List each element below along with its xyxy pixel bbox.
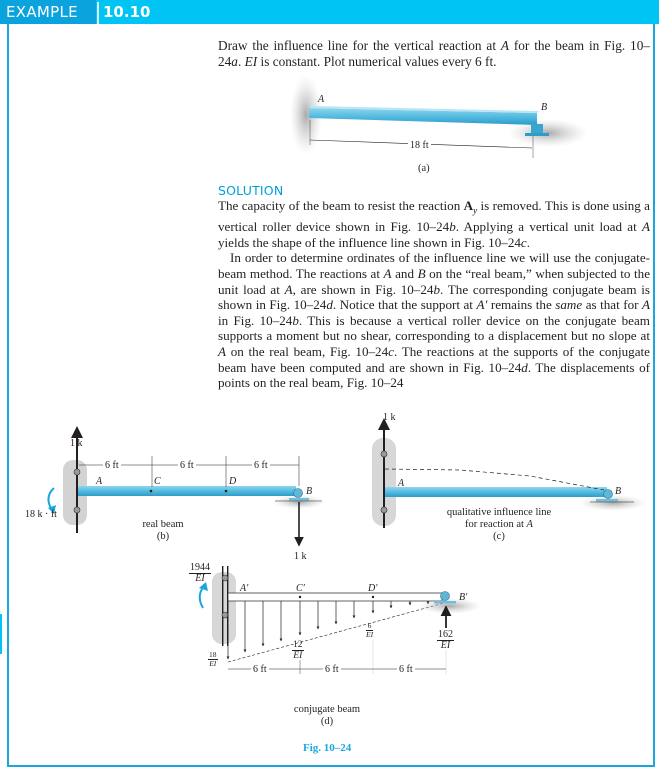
fig-c-label-A: A — [398, 478, 405, 489]
fig-d-dim-2: 6 ft — [325, 664, 339, 675]
fig-b-dim-3: 6 ft — [254, 460, 268, 471]
fig-a-dimension: 18 ft — [410, 140, 429, 151]
fig-c-caption: qualitative influence line for reaction at A (c) — [446, 507, 552, 542]
solution-heading: SOLUTION — [218, 183, 284, 198]
fig-d-dim-3: 6 ft — [399, 664, 413, 675]
fig-d-caption: conjugate beam (d) — [293, 704, 361, 727]
fig-c-label-B: B — [615, 486, 622, 497]
fig-d-load-c: $\frac{12}{EI}$ — [293, 640, 303, 661]
fig-d-reaction-value: $\frac{162}{EI}$ — [438, 629, 453, 651]
fig-b-dim-2: 6 ft — [180, 460, 194, 471]
fig-b-moment: 18 k · ft — [25, 509, 57, 520]
fig-b-caption: real beam (b) — [142, 519, 184, 542]
fig-c-load-top: 1 k — [383, 412, 396, 423]
solution-paragraph-1: The capacity of the beam to resist the reaction $A_y$ is removed. This is done using a vertical roller device shown in Fig. 10–24b. Applying a vertical unit load at A yields the shape of the influence line shown in Fig. 10–24c. — [218, 198, 650, 250]
fig-b-label-A: A — [96, 476, 103, 487]
fig-d-label-A-prime: A′ — [240, 583, 249, 594]
fig-b-label-C: C — [154, 476, 161, 487]
fig-d-label-D-prime: D′ — [368, 583, 378, 594]
fig-b-load-bottom: 1 k — [294, 551, 307, 562]
fig-a-label-B: B — [541, 102, 548, 113]
fig-a-caption: (a) — [418, 163, 430, 174]
problem-statement: Draw the influence line for the vertical reaction at A for the beam in Fig. 10–24a. EI is constant. Plot numerical values every 6 ft. — [218, 38, 650, 69]
solution-text — [218, 198, 650, 391]
fig-b-load-top: 1 k — [70, 438, 83, 449]
fig-a-label-A: A — [318, 94, 325, 105]
fig-d-label-B-prime: B′ — [459, 592, 468, 603]
figure-caption: Fig. 10–24 — [303, 742, 352, 754]
fig-b-label-B: B — [306, 486, 313, 497]
solution-paragraph-2: In order to determine ordinates of the influence line we will use the conjugate-beam method. The reactions at A and B on the “real beam,” when subjected to the unit load at A, are shown in Fig. 10–24b. The corresponding conjugate beam is shown in Fig. 10–24d. Notice that the support at A′ remains the same as that for A in Fig. 10–24b. This is because a vertical roller device on the conjugate beam supports a moment but no shear, corresponding to a displacement but no slope at A on the real beam, Fig. 10–24c. The reactions at the supports of the conjugate beam have been computed and are shown in Fig. 10–24d. The displacements of points on the real beam, Fig. 10–24 — [218, 250, 651, 391]
fig-b-dim-1: 6 ft — [105, 460, 119, 471]
example-number: 10.10 — [103, 3, 151, 21]
example-label: EXAMPLE — [0, 0, 96, 24]
fig-d-dim-1: 6 ft — [253, 664, 267, 675]
fig-d-moment-value: $\frac{1944}{EI}$ — [190, 562, 210, 584]
fig-d-load-left: $\frac{18}{EI}$ — [209, 650, 217, 668]
fig-d-label-C-prime: C′ — [296, 583, 305, 594]
fig-d-load-d: $\frac{6}{EI}$ — [366, 621, 374, 639]
figure-a — [290, 75, 588, 158]
fig-b-label-D: D — [229, 476, 237, 487]
